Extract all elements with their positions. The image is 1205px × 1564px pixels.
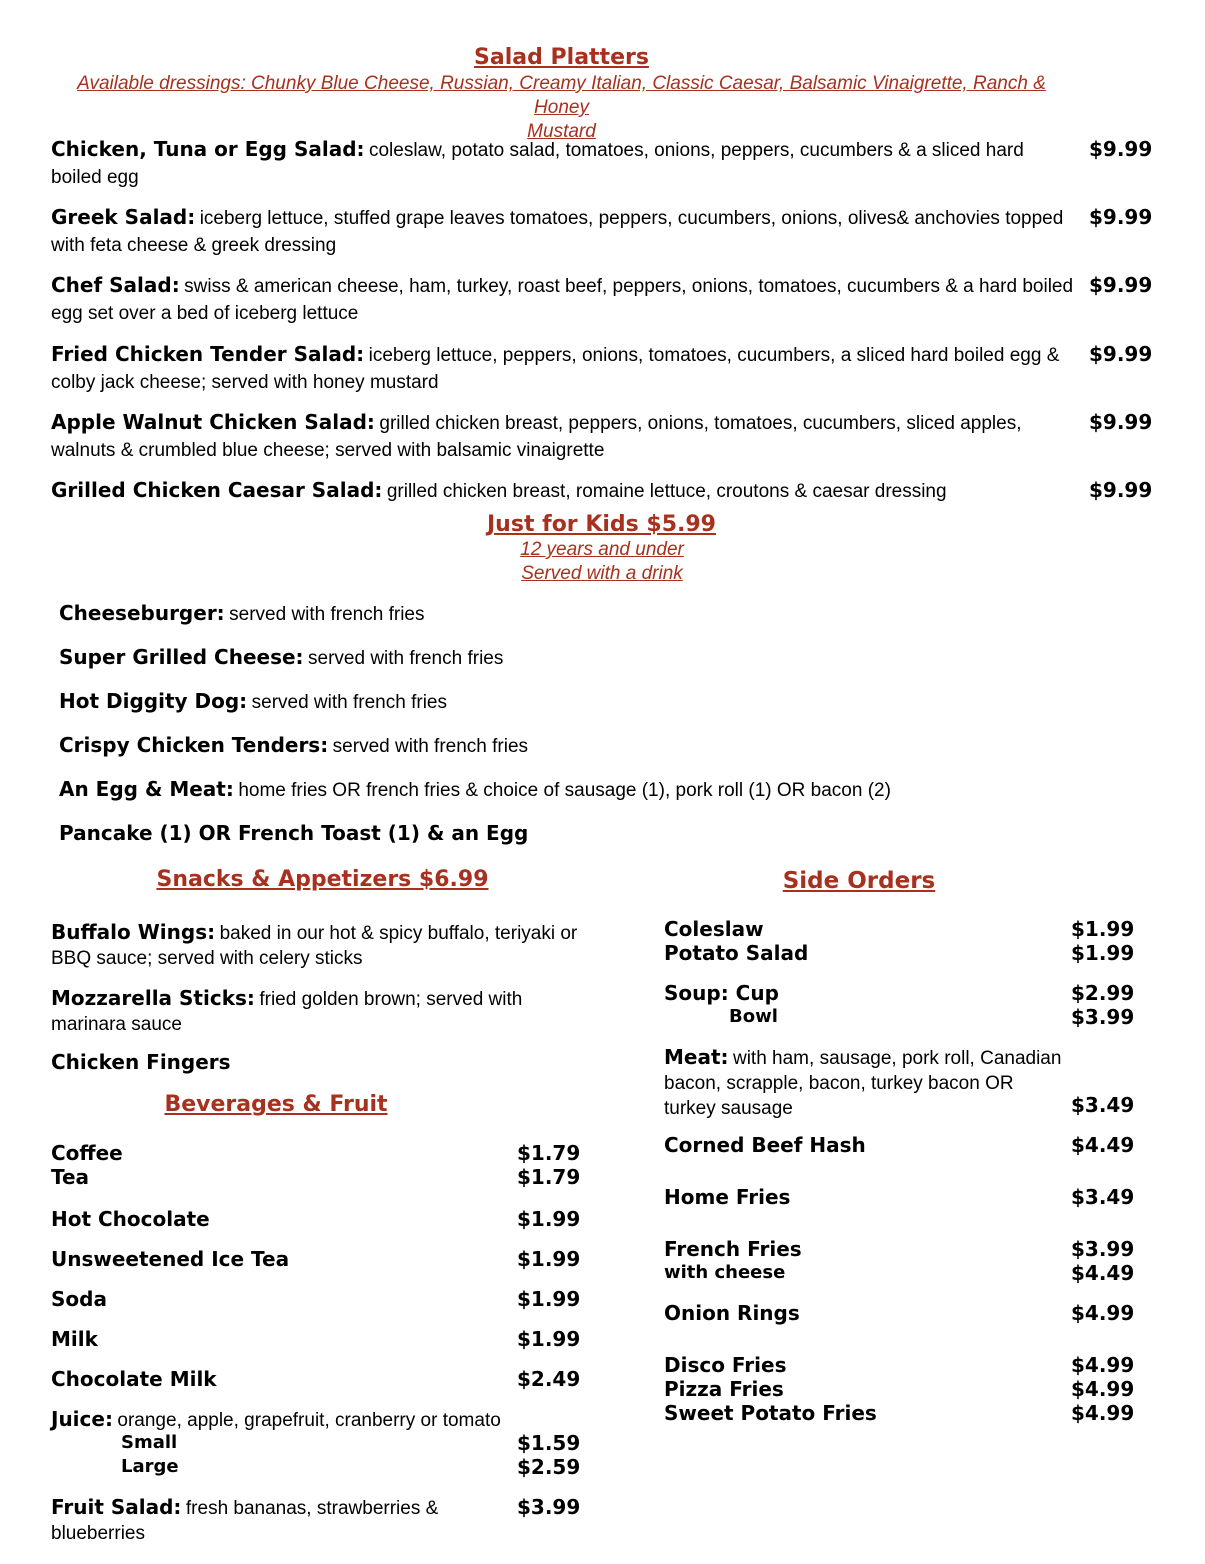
side-disco-fries-price: $4.99 [1071, 1353, 1135, 1377]
fruit-salad-price: $3.99 [517, 1495, 581, 1519]
salad-item-2 [51, 204, 1081, 260]
salad-item-1 [51, 136, 1051, 192]
side-soup-cup-price: $2.99 [1071, 981, 1135, 1005]
bev-fruit-salad [51, 1495, 451, 1547]
item-name: Grilled Chicken Caesar Salad: [51, 478, 383, 502]
bev-milk: Milk [51, 1327, 98, 1351]
item-name: Pancake (1) OR French Toast (1) & an Egg [59, 821, 529, 845]
item-desc: served with french fries [229, 604, 425, 625]
item-name: Greek Salad: [51, 205, 196, 229]
side-coleslaw: Coleslaw [664, 917, 764, 941]
item-desc: iceberg lettuce, stuffed grape leaves tomatoes, peppers, cucumbers, onions, olives& anchovies topped with feta cheese & greek dressing [51, 208, 1064, 256]
item-desc: served with french fries [332, 736, 529, 757]
item-name: Fruit Salad: [51, 1495, 182, 1519]
item-price: $9.99 [1089, 410, 1153, 434]
bev-chocolate-milk-price: $2.49 [517, 1367, 581, 1391]
item-price: $9.99 [1089, 273, 1153, 297]
item-desc: fried golden brown; served with marinara sauce [51, 989, 523, 1035]
item-desc: grilled chicken breast, romaine lettuce, croutons & caesar dressing [386, 481, 947, 502]
item-desc: grilled chicken breast, peppers, onions, tomatoes, cucumbers, sliced apples, walnuts & crumbled blue cheese; served with balsamic vinaigrette [51, 413, 1022, 461]
bev-hot-chocolate: Hot Chocolate [51, 1207, 210, 1231]
side-sweet-potato-fries: Sweet Potato Fries [664, 1401, 877, 1425]
bev-soda: Soda [51, 1287, 107, 1311]
snack-item-3 [51, 1050, 581, 1077]
item-desc: swiss & american cheese, ham, turkey, roast beef, peppers, onions, tomatoes, cucumbers & a hard boiled egg set over a bed of iceberg lettuce [51, 276, 1074, 324]
item-name: Juice: [51, 1407, 113, 1431]
side-pizza-fries: Pizza Fries [664, 1377, 784, 1401]
side-coleslaw-price: $1.99 [1071, 917, 1135, 941]
item-price: $9.99 [1089, 205, 1153, 229]
side-home-fries: Home Fries [664, 1185, 791, 1209]
side-fries-with-cheese: with cheese [664, 1262, 786, 1283]
kids-item-2 [59, 644, 503, 673]
side-french-fries: French Fries [664, 1237, 802, 1261]
dressings-line-1: Available dressings: Chunky Blue Cheese, Russian, Creamy Italian, Classic Caesar, Balsamic Vinaigrette, Ranch & Honey [77, 73, 1046, 118]
bev-chocolate-milk: Chocolate Milk [51, 1367, 217, 1391]
side-disco-fries: Disco Fries [664, 1353, 787, 1377]
item-desc: baked in our hot & spicy buffalo, teriyaki or BBQ sauce; served with celery sticks [51, 923, 578, 969]
item-name: Fried Chicken Tender Salad: [51, 342, 365, 366]
bev-juice [51, 1407, 501, 1434]
snack-item-1 [51, 920, 581, 972]
juice-large: Large [121, 1456, 179, 1477]
side-sweet-potato-fries-price: $4.99 [1071, 1401, 1135, 1425]
side-corned-beef-hash: Corned Beef Hash [664, 1133, 866, 1157]
side-soup-cup: Soup: Cup [664, 981, 779, 1005]
kids-item-3 [59, 688, 447, 717]
item-name: Chicken Fingers [51, 1050, 231, 1074]
kids-item-1 [59, 600, 425, 629]
bev-soda-price: $1.99 [517, 1287, 581, 1311]
dressings-note [60, 72, 1063, 144]
side-onion-rings-price: $4.99 [1071, 1301, 1135, 1325]
item-name: Chicken, Tuna or Egg Salad: [51, 137, 365, 161]
side-potato-salad-price: $1.99 [1071, 941, 1135, 965]
bev-tea-price: $1.79 [517, 1165, 581, 1189]
side-fries-with-cheese-price: $4.49 [1071, 1261, 1135, 1285]
item-desc: served with french fries [308, 648, 504, 669]
item-desc: orange, apple, grapefruit, cranberry or tomato [117, 1410, 501, 1431]
side-home-fries-price: $3.49 [1071, 1185, 1135, 1209]
item-price: $9.99 [1089, 478, 1153, 502]
side-soup-bowl: Bowl [729, 1006, 778, 1027]
salad-item-6 [51, 477, 1071, 506]
item-price: $9.99 [1089, 342, 1153, 366]
item-name: Meat: [664, 1045, 729, 1069]
side-meat [664, 1045, 1064, 1122]
item-price: $9.99 [1089, 137, 1153, 161]
item-name: Mozzarella Sticks: [51, 986, 255, 1010]
item-name: Buffalo Wings: [51, 920, 216, 944]
item-desc: iceberg lettuce, peppers, onions, tomatoes, cucumbers, a sliced hard boiled egg & colby jack cheese; served with honey mustard [51, 345, 1060, 393]
item-name: Apple Walnut Chicken Salad: [51, 410, 375, 434]
bev-coffee: Coffee [51, 1141, 123, 1165]
bev-ice-tea-price: $1.99 [517, 1247, 581, 1271]
item-name: Chef Salad: [51, 273, 180, 297]
kids-drink-note: Served with a drink [521, 563, 683, 584]
side-potato-salad: Potato Salad [664, 941, 809, 965]
side-corned-beef-hash-price: $4.49 [1071, 1133, 1135, 1157]
bev-tea: Tea [51, 1165, 90, 1189]
item-desc: with ham, sausage, pork roll, Canadian bacon, scrapple, bacon, turkey bacon OR turkey sausage [664, 1048, 1062, 1119]
item-desc: home fries OR french fries & choice of sausage (1), pork roll (1) OR bacon (2) [238, 780, 891, 801]
item-name: Super Grilled Cheese: [59, 645, 304, 669]
item-name: Hot Diggity Dog: [59, 689, 248, 713]
kids-note [402, 538, 802, 586]
sides-section-title: Side Orders [782, 868, 936, 894]
snacks-section-title: Snacks & Appetizers $6.99 [156, 867, 489, 892]
bev-milk-price: $1.99 [517, 1327, 581, 1351]
salad-section-title: Salad Platters [474, 45, 649, 70]
kids-age-note: 12 years and under [520, 539, 684, 560]
side-meat-price: $3.49 [1071, 1093, 1135, 1117]
kids-item-4 [59, 732, 528, 761]
juice-small: Small [121, 1432, 178, 1453]
side-onion-rings: Onion Rings [664, 1301, 800, 1325]
side-soup-bowl-price: $3.99 [1071, 1005, 1135, 1029]
item-desc: fresh bananas, strawberries & blueberries [51, 1498, 439, 1544]
side-pizza-fries-price: $4.99 [1071, 1377, 1135, 1401]
bev-ice-tea: Unsweetened Ice Tea [51, 1247, 290, 1271]
salad-item-4 [51, 341, 1071, 397]
item-name: An Egg & Meat: [59, 777, 234, 801]
item-name: Crispy Chicken Tenders: [59, 733, 329, 757]
snack-item-2 [51, 986, 591, 1038]
bev-coffee-price: $1.79 [517, 1141, 581, 1165]
juice-small-price: $1.59 [517, 1431, 581, 1455]
dressings-line-2: Mustard [527, 121, 596, 142]
kids-section-title: Just for Kids $5.99 [487, 512, 716, 537]
bev-hot-chocolate-price: $1.99 [517, 1207, 581, 1231]
item-desc: coleslaw, potato salad, tomatoes, onions, peppers, cucumbers & a sliced hard boiled egg [51, 140, 1024, 188]
side-french-fries-price: $3.99 [1071, 1237, 1135, 1261]
item-desc: served with french fries [251, 692, 447, 713]
salad-item-3 [51, 272, 1081, 328]
juice-large-price: $2.59 [517, 1455, 581, 1479]
salad-item-5 [51, 409, 1041, 465]
kids-item-6 [59, 820, 528, 849]
beverages-section-title: Beverages & Fruit [164, 1092, 388, 1117]
kids-item-5 [59, 776, 891, 805]
item-name: Cheeseburger: [59, 601, 225, 625]
